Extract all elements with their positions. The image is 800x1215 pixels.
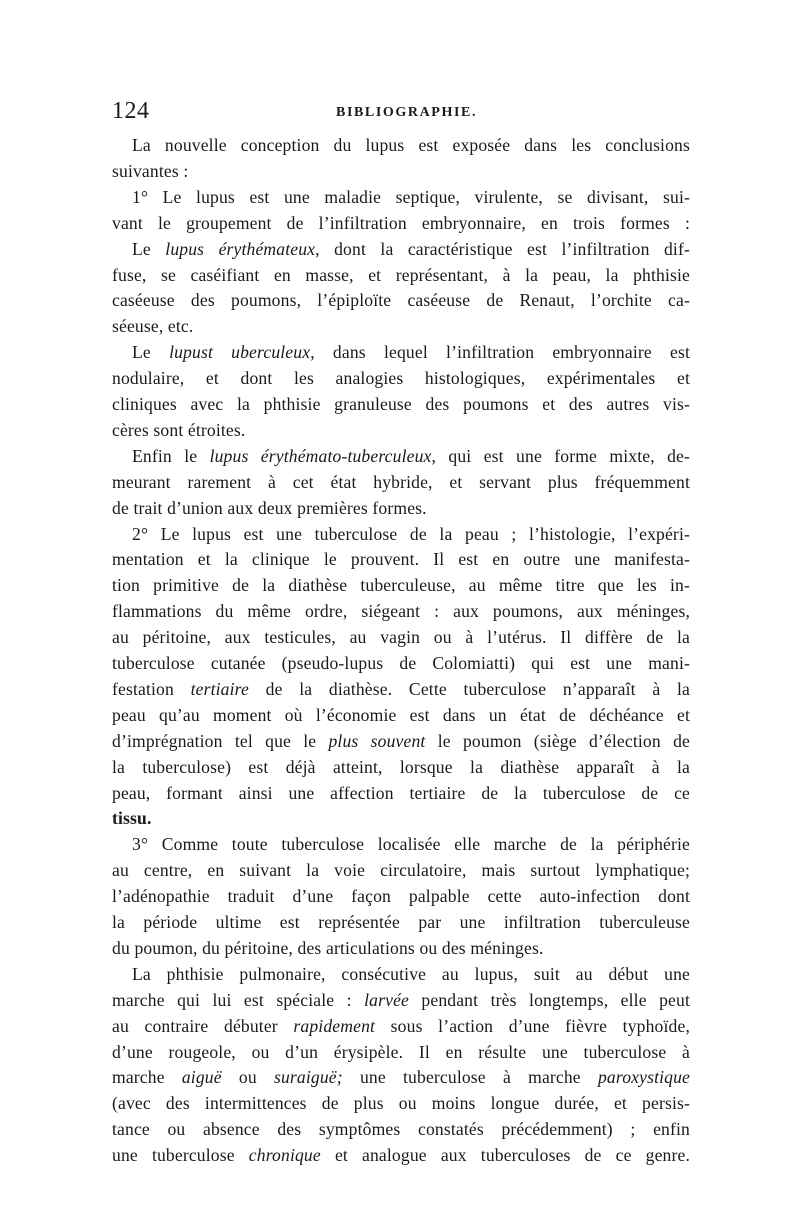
text-line [112, 132, 690, 158]
text-line [112, 339, 690, 365]
text-segment: vant le groupement de l’infiltration embryonnaire, en trois formes : [112, 212, 690, 233]
text-line [112, 857, 690, 883]
italic-text: larvée [364, 989, 409, 1010]
text-segment: Le [132, 342, 170, 363]
text-segment: flammations du même ordre, siégeant : aux poumons, aux méninges, [112, 601, 690, 622]
text-segment: une tuberculose [112, 1145, 249, 1166]
text-line [112, 417, 690, 443]
text-segment: suivantes : [112, 160, 189, 181]
page-number: 124 [112, 98, 150, 124]
text-segment: du poumon, du péritoine, des articulations ou des méninges. [112, 937, 544, 958]
text-segment: meurant rarement à cet état hybride, et servant plus fréquemment [112, 471, 690, 492]
text-segment: de trait d’union aux deux premières formes. [112, 497, 427, 518]
text-line [112, 365, 690, 391]
text-line [112, 521, 690, 547]
text-line [112, 495, 690, 521]
text-line [112, 1116, 690, 1142]
text-segment: au centre, en suivant la voie circulatoire, mais surtout lymphatique; [112, 860, 690, 881]
text-line [112, 391, 690, 417]
text-line [112, 236, 690, 262]
text-line [112, 780, 690, 806]
italic-text: rapidement [293, 1015, 376, 1036]
italic-text: lupus érythémateux [165, 238, 316, 259]
text-segment: marche qui lui est spéciale : [112, 989, 365, 1010]
text-line [112, 546, 690, 572]
italic-text: lupus érythémato-tuberculeux [209, 445, 432, 466]
text-segment: fuse, se caséifiant en masse, et représentant, à la peau, la phthisie [112, 264, 690, 285]
text-line [112, 158, 690, 184]
italic-text: aiguë [181, 1067, 222, 1088]
text-segment: caséeuse des poumons, l’épiploïte caséeuse de Renaut, l’orchite ca- [112, 290, 690, 311]
text-line [112, 624, 690, 650]
text-line [112, 469, 690, 495]
italic-text: suraiguë; [273, 1067, 343, 1088]
text-segment: la tuberculose) est déjà atteint, lorsque la diathèse apparaît à la [112, 756, 690, 777]
text-line [112, 1142, 690, 1168]
running-head: BIBLIOGRAPHIE. [336, 105, 478, 120]
italic-text: tertiaire [190, 678, 249, 699]
italic-text: paroxystique [597, 1067, 690, 1088]
text-line [112, 676, 690, 702]
text-line [112, 443, 690, 469]
bold-text: tissu. [112, 808, 152, 829]
text-segment: 2° Le lupus est une tuberculose de la peau ; l’histologie, l’expéri- [132, 523, 690, 544]
text-segment: le poumon (siège d’élection de [425, 730, 690, 751]
text-segment: cliniques avec la phthisie granuleuse des poumons et des autres vis- [112, 394, 690, 414]
text-segment: mentation et la clinique le prouvent. Il est en outre une manifesta- [112, 549, 690, 570]
text-segment: peau, formant ainsi une affection tertiaire de la tuberculose de ce [112, 782, 690, 803]
text-line [112, 1013, 690, 1039]
text-segment: festation [112, 678, 191, 699]
text-segment: Enfin le [132, 445, 210, 466]
text-line [112, 702, 690, 728]
text-line [112, 1039, 690, 1065]
text-line [112, 935, 690, 961]
italic-text: lupust uberculeux [169, 342, 311, 363]
text-line [112, 650, 690, 676]
text-line [112, 909, 690, 935]
text-segment: de la diathèse. Cette tuberculose n’apparaît à la [248, 678, 691, 699]
text-segment: 3° Comme toute tuberculose localisée elle marche de la périphérie [132, 834, 690, 855]
text-segment: tuberculose cutanée (pseudo-lupus de Colomiatti) qui est une mani- [112, 653, 690, 673]
text-line [112, 210, 690, 236]
text-line [112, 728, 690, 754]
text-line [112, 287, 690, 313]
text-segment: 1° Le lupus est une maladie septique, virulente, se divisant, sui- [132, 186, 690, 207]
text-line [112, 754, 690, 780]
text-line [112, 598, 690, 624]
text-line [112, 572, 690, 598]
text-segment: au contraire débuter [112, 1015, 294, 1036]
text-line [112, 1090, 690, 1116]
italic-text: chronique [248, 1145, 321, 1166]
text-line [112, 831, 690, 857]
text-line [112, 961, 690, 987]
text-line [112, 262, 690, 288]
text-segment: cères sont étroites. [112, 419, 246, 440]
text-segment: , dans lequel l’infiltration embryonnaire est [310, 342, 691, 363]
text-segment: au péritoine, aux testicules, au vagin ou à l’utérus. Il diffère de la [112, 627, 690, 648]
text-segment: nodulaire, et dont les analogies histologiques, expérimentales et [112, 368, 690, 389]
text-segment: ou [221, 1067, 274, 1088]
text-segment: d’imprégnation tel que le [112, 730, 329, 751]
text-segment: (avec des intermittences de plus ou moins longue durée, et persis- [112, 1093, 690, 1114]
text-segment: , dont la caractéristique est l’infiltration dif- [315, 238, 690, 259]
text-line [112, 805, 690, 831]
text-segment: pendant très longtemps, elle peut [408, 989, 690, 1010]
text-segment: marche [112, 1067, 182, 1088]
text-segment: Le [132, 238, 166, 259]
text-segment: La nouvelle conception du lupus est exposée dans les conclusions [132, 135, 690, 155]
text-segment: une tuberculose à marche [342, 1067, 598, 1088]
text-line [112, 1064, 690, 1090]
text-segment: d’une rougeole, ou d’un érysipèle. Il en résulte une tuberculose à [112, 1041, 690, 1062]
page-header [112, 96, 690, 126]
text-segment: et analogue aux tuberculoses de ce genre. [320, 1145, 690, 1166]
text-segment: tion primitive de la diathèse tuberculeuse, au même titre que les in- [112, 575, 690, 596]
text-segment: peau qu’au moment où l’économie est dans un état de déchéance et [112, 704, 690, 725]
text-line [112, 313, 690, 339]
text-segment: tance ou absence des symptômes constatés précédemment) ; enfin [112, 1119, 690, 1140]
text-segment: l’adénopathie traduit d’une façon palpable cette auto-infection dont [112, 886, 690, 907]
text-segment: , qui est une forme mixte, de- [431, 445, 691, 466]
italic-text: plus souvent [328, 730, 426, 751]
text-segment: séeuse, etc. [112, 316, 194, 337]
text-line [112, 987, 690, 1013]
text-segment: La phthisie pulmonaire, consécutive au lupus, suit au début une [132, 963, 690, 984]
text-line [112, 184, 690, 210]
text-line [112, 883, 690, 909]
text-segment: la période ultime est représentée par une infiltration tuberculeuse [112, 912, 690, 932]
text-segment: sous l’action d’une fièvre typhoïde, [375, 1015, 690, 1036]
